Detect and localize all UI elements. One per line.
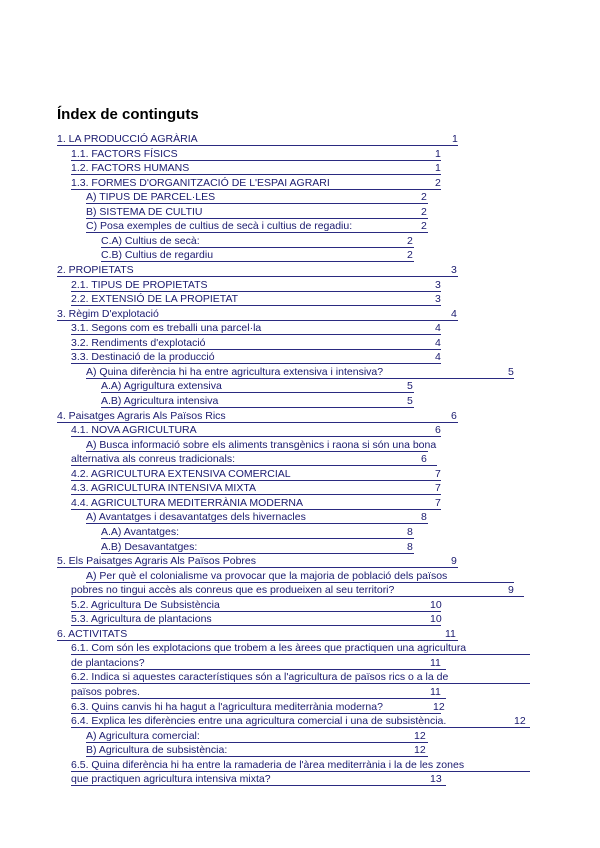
toc-entry[interactable] bbox=[71, 613, 441, 626]
toc-entry[interactable] bbox=[71, 715, 530, 728]
toc-entry-underline bbox=[101, 261, 414, 262]
toc-entry-page-number: 2 bbox=[421, 206, 427, 218]
toc-entry-page-number: 3 bbox=[435, 279, 441, 291]
toc-entry-underline bbox=[57, 320, 458, 321]
toc-entry-label: 3.1. Segons com es treballi una parcel·la bbox=[71, 322, 262, 334]
toc-entry-label: 6.3. Quins canvis hi ha hagut a l'agricultura mediterrània moderna? bbox=[71, 701, 383, 713]
toc-entry-underline bbox=[71, 771, 530, 772]
toc-entry-label: 1.3. FORMES D'ORGANITZACIÓ DE L'ESPAI AGRARI bbox=[71, 177, 330, 189]
toc-entry-label: A) Busca informació sobre els aliments transgènics i raona si són una bona bbox=[86, 439, 437, 451]
toc-entry-page-number: 12 bbox=[414, 744, 426, 756]
toc-entry-label: 3.3. Destinació de la producció bbox=[71, 351, 215, 363]
toc-entry-label: 6. ACTIVITATS bbox=[57, 628, 128, 640]
toc-entry-underline bbox=[86, 582, 514, 583]
toc-entry[interactable] bbox=[86, 730, 428, 743]
toc-entry-underline bbox=[57, 422, 458, 423]
toc-entry-page-number: 11 bbox=[430, 686, 441, 698]
toc-entry-label-continued: pobres no tingui accès als conreus que es produeixen al seu territori? bbox=[71, 584, 395, 596]
toc-entry-page-number: 11 bbox=[430, 657, 441, 669]
toc-entry-page-number: 4 bbox=[435, 322, 441, 334]
toc-entry-underline bbox=[101, 553, 414, 554]
toc-entry-page-number: 8 bbox=[407, 541, 413, 553]
toc-entry[interactable] bbox=[57, 410, 458, 423]
toc-entry[interactable] bbox=[57, 555, 458, 568]
toc-entry-page-number: 2 bbox=[407, 235, 413, 247]
toc-entry-label: 3.2. Rendiments d'explotació bbox=[71, 337, 206, 349]
toc-entry-label: 6.2. Indica si aquestes característiques són a l'agricultura de països rics o a la de bbox=[71, 671, 449, 683]
toc-entry-label: A) Agricultura comercial: bbox=[86, 730, 200, 742]
toc-entry-underline bbox=[71, 625, 441, 626]
toc-entry-underline bbox=[71, 480, 441, 481]
toc-entry-label: 1.2. FACTORS HUMANS bbox=[71, 162, 190, 174]
toc-entry-page-number: 7 bbox=[435, 468, 441, 480]
toc-entry-label: B) Agricultura de subsistència: bbox=[86, 744, 228, 756]
toc-entry[interactable] bbox=[71, 759, 530, 772]
toc-entry-page-number: 6 bbox=[435, 424, 441, 436]
toc-entry-page-number: 9 bbox=[508, 584, 514, 596]
toc-entry-continuation[interactable] bbox=[71, 584, 524, 597]
toc-entry[interactable] bbox=[57, 308, 458, 321]
toc-entry-label: 5. Els Paisatges Agraris Als Països Pobres bbox=[57, 555, 257, 567]
toc-entry-page-number: 12 bbox=[433, 701, 445, 713]
toc-entry[interactable] bbox=[71, 148, 441, 161]
toc-entry[interactable] bbox=[86, 191, 428, 204]
toc-entry-page-number: 8 bbox=[407, 526, 413, 538]
toc-entry-label: 6.4. Explica les diferències entre una agricultura comercial i una de subsistència. bbox=[71, 715, 447, 727]
toc-entry-label: 1. LA PRODUCCIÓ AGRÀRIA bbox=[57, 133, 198, 145]
toc-entry[interactable] bbox=[101, 395, 414, 408]
toc-entry-label: 5.2. Agricultura De Subsistència bbox=[71, 599, 220, 611]
toc-entry-page-number: 12 bbox=[514, 715, 526, 727]
toc-entry-label: 4. Paisatges Agraris Als Països Rics bbox=[57, 410, 226, 422]
toc-entry-underline bbox=[71, 465, 437, 466]
toc-entry-label: A.B) Agricultura intensiva bbox=[101, 395, 219, 407]
toc-entry[interactable] bbox=[71, 497, 441, 510]
toc-entry-page-number: 1 bbox=[452, 133, 458, 145]
toc-entry-underline bbox=[86, 742, 428, 743]
toc-entry-underline bbox=[71, 160, 441, 161]
toc-entry-underline bbox=[71, 349, 441, 350]
toc-entry[interactable] bbox=[101, 541, 414, 554]
toc-entry-page-number: 11 bbox=[445, 628, 456, 640]
toc-entry-underline bbox=[86, 378, 514, 379]
toc-entry-underline bbox=[71, 189, 441, 190]
toc-entry-label: A) Quina diferència hi ha entre agricultura extensiva i intensiva? bbox=[86, 366, 384, 378]
toc-entry-underline bbox=[71, 305, 441, 306]
toc-entry[interactable] bbox=[57, 264, 458, 277]
toc-entry-page-number: 2 bbox=[421, 220, 427, 232]
toc-entry-continuation[interactable] bbox=[71, 453, 437, 466]
toc-entry-underline bbox=[86, 203, 428, 204]
toc-entry[interactable] bbox=[71, 482, 441, 495]
toc-entry-underline bbox=[71, 683, 530, 684]
toc-entry-page-number: 10 bbox=[430, 613, 442, 625]
toc-entry[interactable] bbox=[71, 162, 441, 175]
toc-entry-underline bbox=[71, 698, 446, 699]
toc-entry-underline bbox=[71, 596, 524, 597]
toc-entry-underline bbox=[101, 407, 414, 408]
toc-entry-label: 4.2. AGRICULTURA EXTENSIVA COMERCIAL bbox=[71, 468, 291, 480]
toc-entry[interactable] bbox=[86, 439, 437, 452]
toc-entry-page-number: 7 bbox=[435, 497, 441, 509]
toc-entry-underline bbox=[71, 509, 441, 510]
toc-entry-page-number: 1 bbox=[435, 162, 441, 174]
toc-entry-page-number: 6 bbox=[451, 410, 457, 422]
toc-entry-page-number: 5 bbox=[508, 366, 514, 378]
toc-entry-label: 4.4. AGRICULTURA MEDITERRÀNIA MODERNA bbox=[71, 497, 304, 509]
toc-entry-label: C) Posa exemples de cultius de secà i cultius de regadiu: bbox=[86, 220, 353, 232]
toc-entry[interactable] bbox=[71, 468, 441, 481]
toc-entry[interactable] bbox=[71, 642, 530, 655]
toc-entry[interactable] bbox=[71, 599, 441, 612]
toc-entry-label: 5.3. Agricultura de plantacions bbox=[71, 613, 212, 625]
toc-entry-underline bbox=[71, 494, 441, 495]
toc-entry-underline bbox=[86, 218, 428, 219]
toc-entry-underline bbox=[101, 392, 414, 393]
toc-entry-underline bbox=[86, 232, 428, 233]
toc-entry-page-number: 8 bbox=[421, 511, 427, 523]
toc-entry-page-number: 2 bbox=[435, 177, 441, 189]
toc-entry-label: 4.3. AGRICULTURA INTENSIVA MIXTA bbox=[71, 482, 256, 494]
toc-entry-page-number: 9 bbox=[451, 555, 457, 567]
toc-entry[interactable] bbox=[101, 526, 414, 539]
toc-entry-label-continued: països pobres. bbox=[71, 686, 140, 698]
toc-entry[interactable] bbox=[71, 701, 445, 714]
toc-entry-continuation[interactable] bbox=[71, 686, 446, 699]
toc-entry-label: A) Per què el colonialisme va provocar que la majoria de població dels països bbox=[86, 570, 448, 582]
toc-entry-underline bbox=[101, 538, 414, 539]
toc-entry-underline bbox=[57, 567, 458, 568]
toc-entry-underline bbox=[71, 785, 446, 786]
toc-entry[interactable] bbox=[71, 322, 441, 335]
toc-entry-underline bbox=[71, 436, 441, 437]
toc-entry-label: A.A) Avantatges: bbox=[101, 526, 180, 538]
toc-entry-label: A) Avantatges i desavantatges dels hivernacles bbox=[86, 511, 306, 523]
toc-entry-underline bbox=[71, 363, 441, 364]
toc-entry-page-number: 12 bbox=[414, 730, 426, 742]
toc-entry-label-continued: alternativa als conreus tradicionals: bbox=[71, 453, 236, 465]
toc-entry[interactable] bbox=[71, 279, 441, 292]
toc-entry-underline bbox=[71, 611, 441, 612]
toc-entry-label: A) TIPUS DE PARCEL·LES bbox=[86, 191, 216, 203]
toc-entry-page-number: 4 bbox=[435, 351, 441, 363]
page-title: Índex de continguts bbox=[57, 106, 199, 123]
toc-entry-underline bbox=[57, 145, 458, 146]
toc-entry-underline bbox=[86, 523, 428, 524]
toc-entry-continuation[interactable] bbox=[71, 773, 446, 786]
toc-entry-underline bbox=[71, 669, 446, 670]
toc-entry-underline bbox=[57, 640, 458, 641]
toc-entry-label: B) SISTEMA DE CULTIU bbox=[86, 206, 203, 218]
toc-entry-label-continued: de plantacions? bbox=[71, 657, 145, 669]
toc-entry[interactable] bbox=[71, 177, 441, 190]
toc-entry[interactable] bbox=[57, 628, 458, 641]
toc-entry-label: 6.1. Com són les explotacions que trobem a les àrees que practiquen una agricultura bbox=[71, 642, 467, 654]
toc-entry-label: 2.1. TIPUS DE PROPIETATS bbox=[71, 279, 208, 291]
toc-entry-page-number: 2 bbox=[407, 249, 413, 261]
toc-entry-page-number: 5 bbox=[407, 395, 413, 407]
toc-entry[interactable] bbox=[57, 133, 458, 146]
toc-entry[interactable] bbox=[86, 744, 428, 757]
toc-entry-underline bbox=[71, 334, 441, 335]
toc-entry[interactable] bbox=[86, 206, 428, 219]
toc-entry-page-number: 13 bbox=[430, 773, 442, 785]
toc-entry-continuation[interactable] bbox=[71, 657, 446, 670]
toc-entry-underline bbox=[57, 276, 458, 277]
toc-entry[interactable] bbox=[101, 235, 414, 248]
toc-entry-page-number: 3 bbox=[451, 264, 457, 276]
toc-entry-page-number: 4 bbox=[435, 337, 441, 349]
toc-entry-page-number: 7 bbox=[435, 482, 441, 494]
toc-entry-underline bbox=[71, 654, 530, 655]
toc-entry-page-number: 1 bbox=[435, 148, 441, 160]
toc-entry-page-number: 3 bbox=[435, 293, 441, 305]
toc-entry-label-continued: que practiquen agricultura intensiva mixta? bbox=[71, 773, 271, 785]
toc-entry-label: C.B) Cultius de regardiu bbox=[101, 249, 214, 261]
toc-entry[interactable] bbox=[86, 570, 514, 583]
toc-entry[interactable] bbox=[101, 249, 414, 262]
toc-entry-page-number: 2 bbox=[421, 191, 427, 203]
toc-entry-page-number: 6 bbox=[421, 453, 427, 465]
toc-entry-label: A.A) Agrigultura extensiva bbox=[101, 380, 222, 392]
toc-entry[interactable] bbox=[71, 424, 441, 437]
toc-entry[interactable] bbox=[86, 366, 514, 379]
toc-entry-underline bbox=[71, 727, 530, 728]
toc-entry-underline bbox=[86, 756, 428, 757]
toc-entry-label: 2. PROPIETATS bbox=[57, 264, 134, 276]
toc-entry-underline bbox=[71, 291, 441, 292]
toc-entry-label: C.A) Cultius de secà: bbox=[101, 235, 200, 247]
toc-entry-label: 3. Règim D'explotació bbox=[57, 308, 159, 320]
toc-entry-label: A.B) Desavantatges: bbox=[101, 541, 198, 553]
toc-entry[interactable] bbox=[71, 337, 441, 350]
toc-entry-underline bbox=[71, 174, 441, 175]
toc-entry-underline bbox=[101, 247, 414, 248]
toc-entry-underline bbox=[71, 713, 441, 714]
toc-entry[interactable] bbox=[86, 511, 428, 524]
toc-entry[interactable] bbox=[71, 671, 530, 684]
toc-entry-page-number: 5 bbox=[407, 380, 413, 392]
toc-entry[interactable] bbox=[101, 380, 414, 393]
toc-entry-label: 1.1. FACTORS FÍSICS bbox=[71, 148, 178, 160]
toc-entry-label: 2.2. EXTENSIÓ DE LA PROPIETAT bbox=[71, 293, 239, 305]
toc-entry-page-number: 4 bbox=[451, 308, 457, 320]
toc-entry-page-number: 10 bbox=[430, 599, 442, 611]
toc-entry[interactable] bbox=[71, 351, 441, 364]
toc-entry[interactable] bbox=[71, 293, 441, 306]
toc-entry-underline bbox=[86, 451, 428, 452]
toc-entry-label: 4.1. NOVA AGRICULTURA bbox=[71, 424, 197, 436]
toc-entry-label: 6.5. Quina diferència hi ha entre la ramaderia de l'àrea mediterrània i la de les zones bbox=[71, 759, 465, 771]
toc-entry[interactable] bbox=[86, 220, 428, 233]
